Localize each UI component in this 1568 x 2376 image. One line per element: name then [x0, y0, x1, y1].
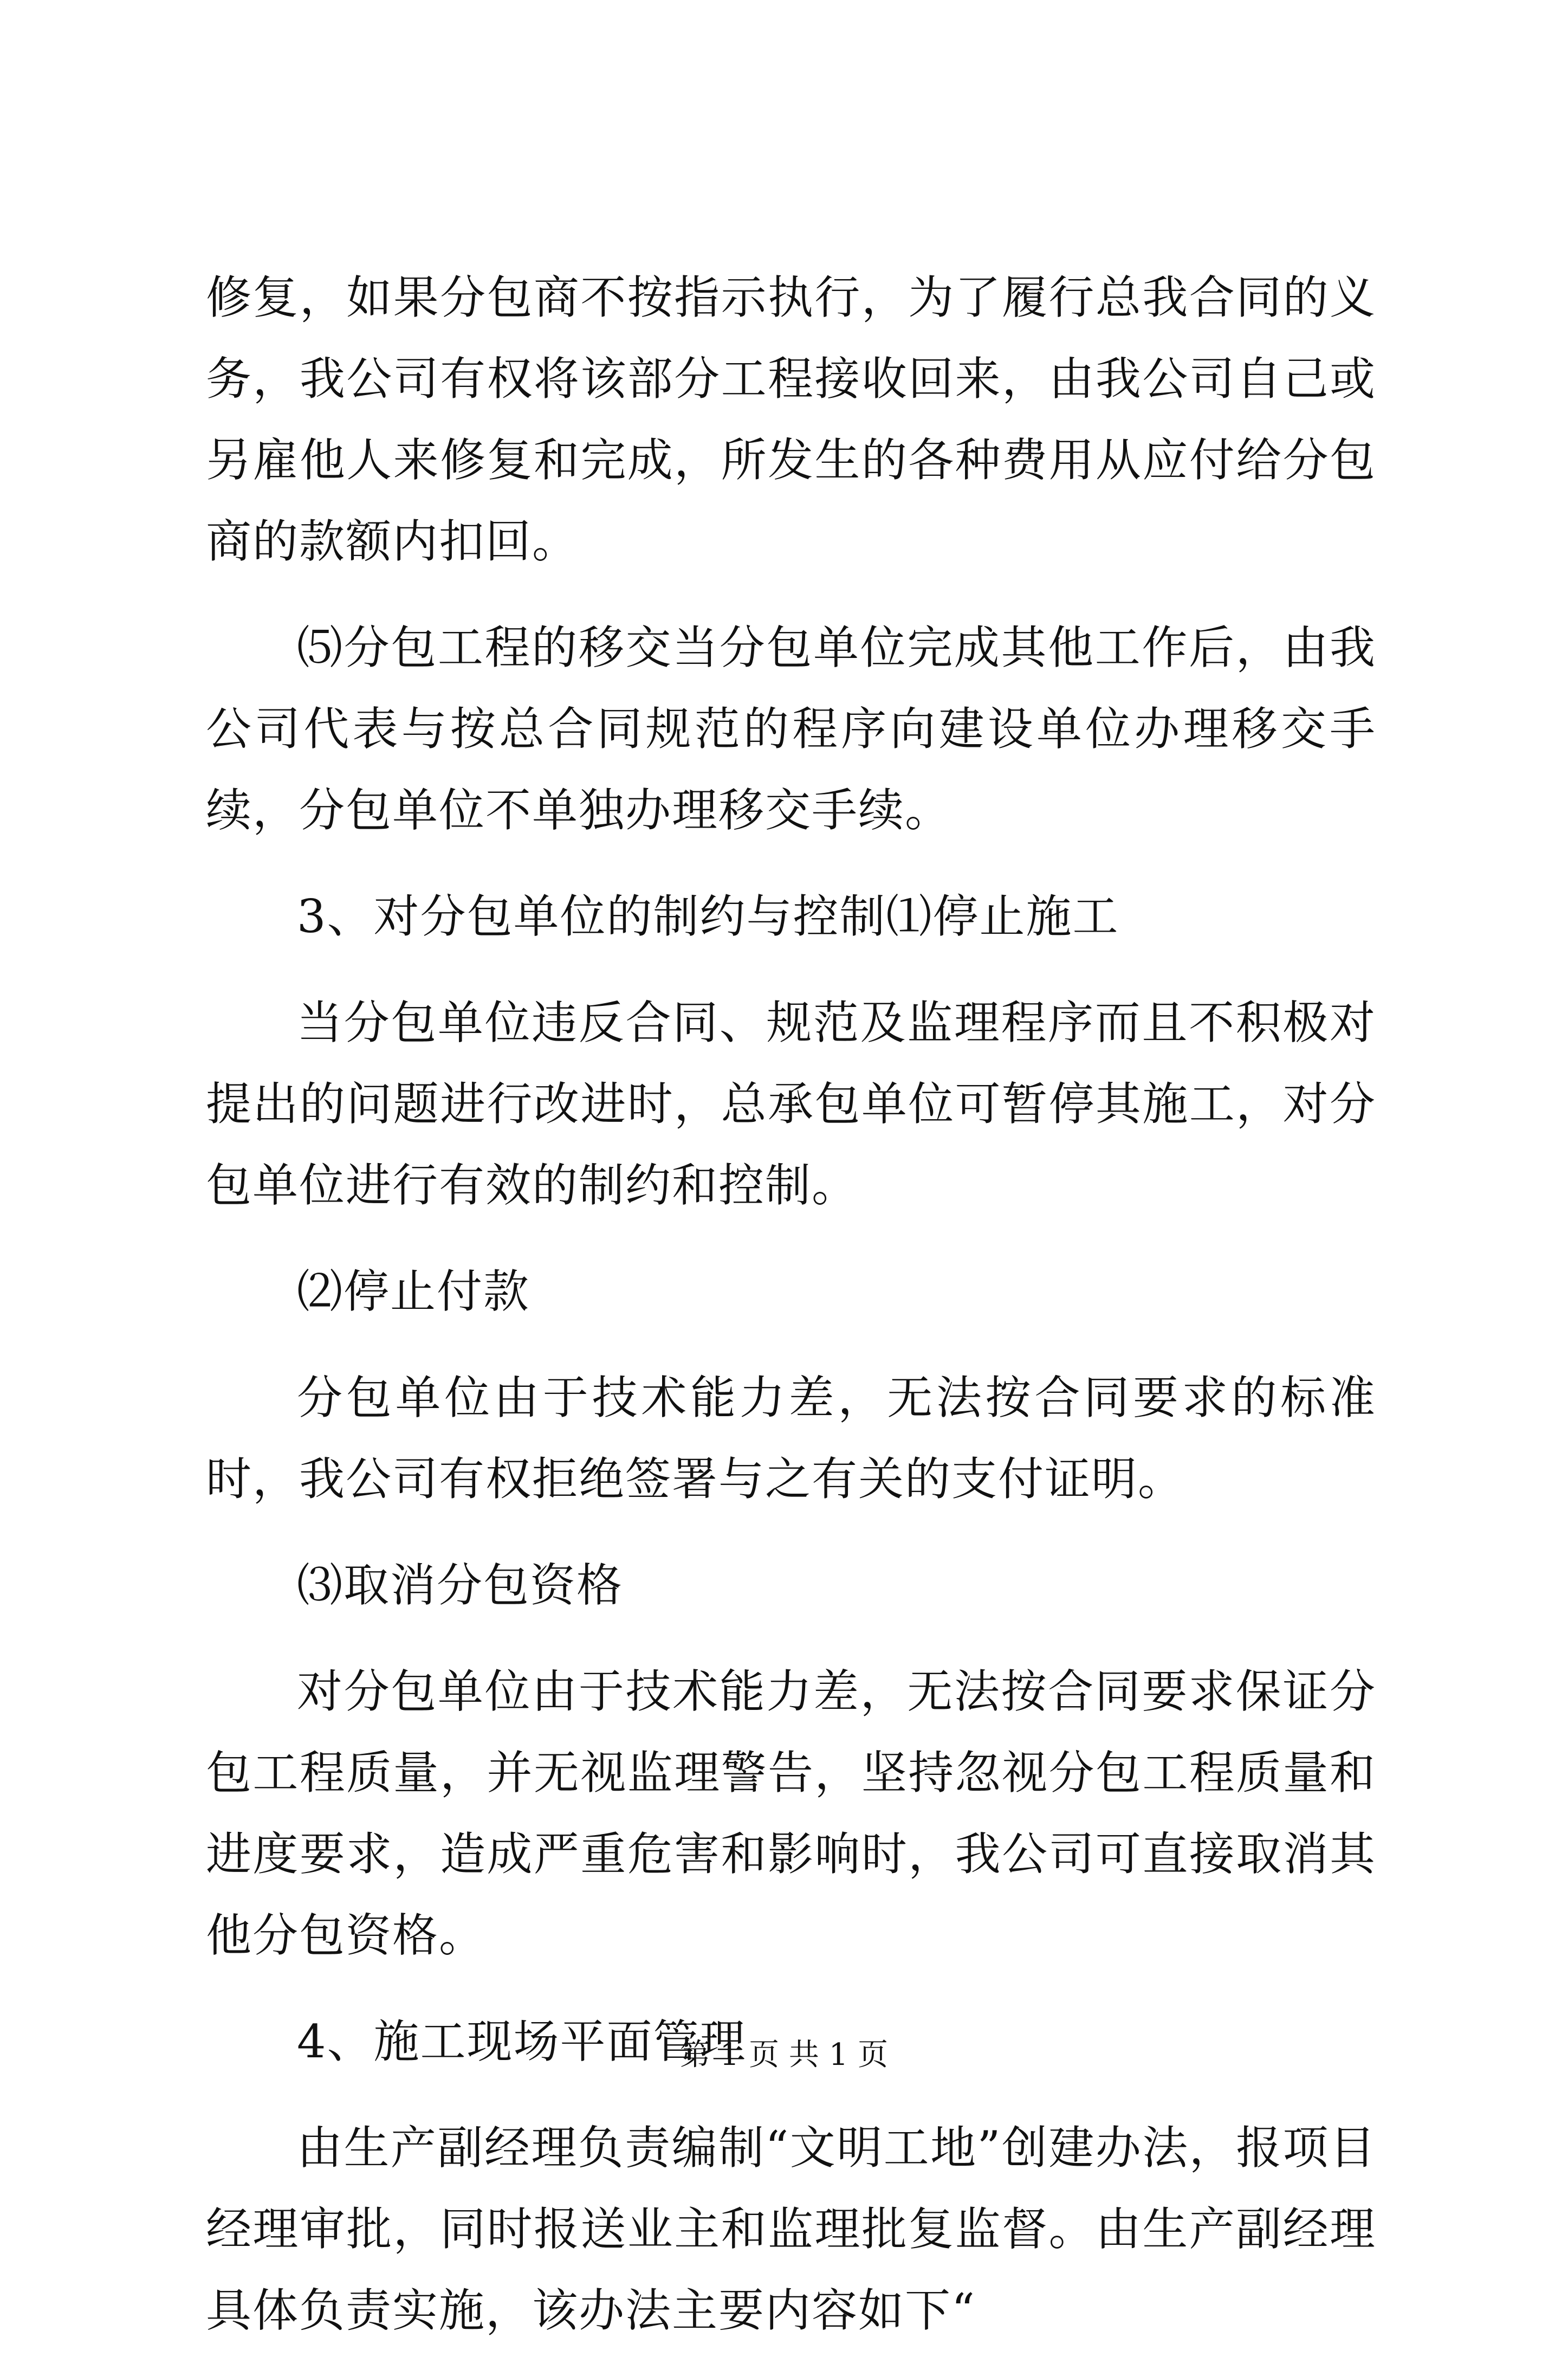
paragraph-6: 分包单位由于技术能力差，无法按合同要求的标准时，我公司有权拒绝签署与之有关的支付证明。 — [206, 1371, 1376, 1506]
section-heading-3: 3、对分包单位的制约与控制⑴停止施工 — [297, 890, 1119, 943]
paragraph-1: 修复，如果分包商不按指示执行，为了履行总我合同的义务，我公司有权将该部分工程接收回来，由我公司自己或另雇他人来修复和完成，所发生的各种费用从应付给分包商的款额内扣回。 — [206, 271, 1376, 568]
paragraph-8: 对分包单位由于技术能力差，无法按合同要求保证分包工程质量，并无视监理警告，坚持忽视分包工程质量和进度要求，造成严重危害和影响时，我公司可直接取消其他分包资格。 — [206, 1665, 1376, 1962]
paragraph-4: 当分包单位违反合同、规范及监理程序而且不积极对提出的问题进行改进时，总承包单位可暂停其施工，对分包单位进行有效的制约和控制。 — [206, 996, 1376, 1212]
subheading-cancel-qualification: ⑶取消分包资格 — [297, 1559, 624, 1612]
page-footer: 第 1 页 共 1 页 — [679, 2037, 889, 2072]
subheading-stop-payment: ⑵停止付款 — [297, 1265, 530, 1318]
section-heading-4: 4、施工现场平面管理 — [297, 2015, 747, 2068]
paragraph-2: ⑸分包工程的移交当分包单位完成其他工作后，由我公司代表与按总合同规范的程序向建设单位办理移交手续，分包单位不单独办理移交手续。 — [206, 621, 1376, 837]
paragraph-10: 由生产副经理负责编制“文明工地”创建办法，报项目经理审批，同时报送业主和监理批复监督。由生产副经理具体负责实施，该办法主要内容如下“ — [206, 2121, 1376, 2337]
